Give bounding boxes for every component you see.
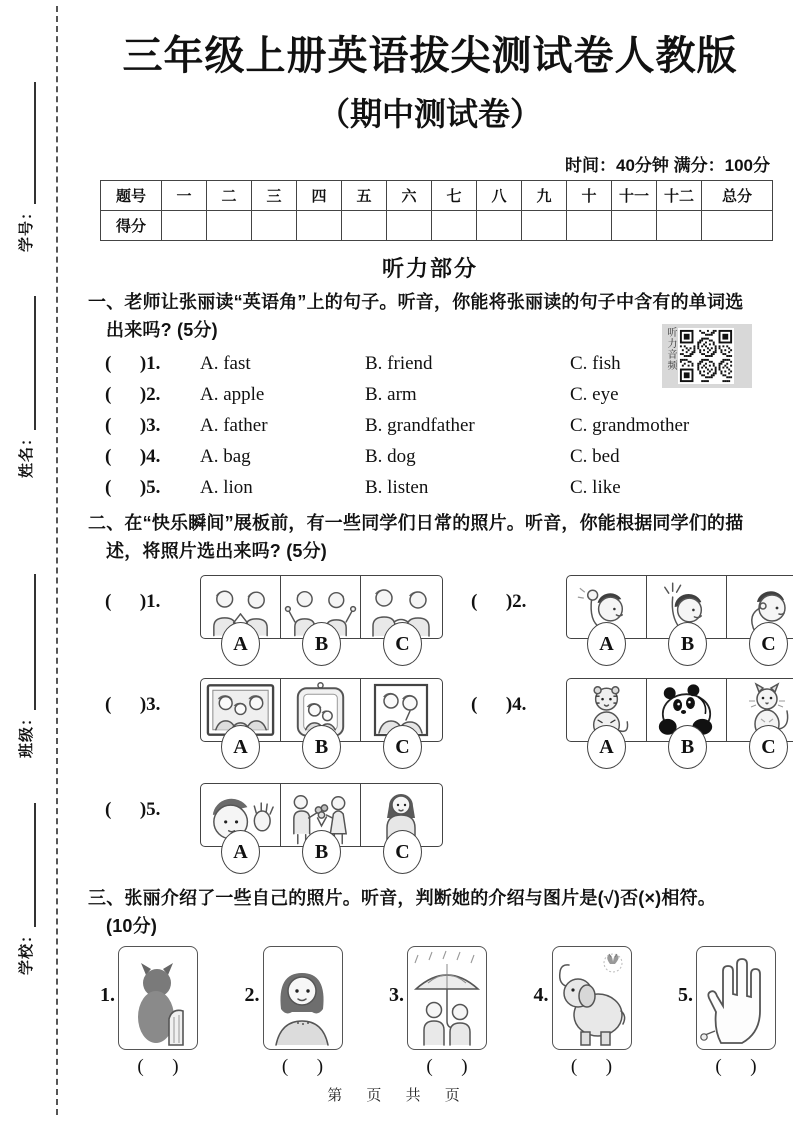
answer-paren: ( )1.: [105, 591, 161, 612]
option-c: C. grandmother: [570, 414, 690, 436]
option-c: C. fish: [570, 352, 621, 374]
score-table-cell: 六: [387, 181, 432, 211]
answer-paren: ( ): [570, 1056, 613, 1077]
name-label: 姓名：: [18, 429, 35, 478]
question-number: 1.: [100, 984, 115, 1006]
option-b: B. dog: [365, 445, 416, 467]
student-id-blank: [18, 82, 36, 204]
option-a: A. bag: [200, 445, 251, 467]
option-circles: [200, 830, 443, 874]
photo-question-4: [471, 678, 793, 769]
score-table-cell: [207, 211, 252, 241]
score-table-cell: 总分: [702, 181, 773, 211]
answer-paren: ( )2.: [471, 591, 527, 612]
paper-content: [88, 0, 776, 1078]
option-circle-a: A: [587, 725, 626, 769]
score-table-cell: 十二: [657, 181, 702, 211]
option-circle-b: B: [668, 622, 707, 666]
page-subtitle: （期中测试卷）: [317, 96, 542, 132]
photo-question-1: [105, 575, 443, 666]
page-title: 三年级上册英语拔尖测试卷人教版: [122, 34, 738, 78]
sidebar-field-name: [14, 296, 36, 478]
option-circle-c: C: [383, 725, 422, 769]
class-label: 班级：: [18, 709, 35, 758]
question-number: 2.: [244, 984, 260, 1006]
school-label: 学校：: [18, 926, 35, 975]
score-table-cell: [387, 211, 432, 241]
score-table-cell: [567, 211, 612, 241]
option-circle-c: C: [749, 622, 788, 666]
answer-paren: ( )5.: [105, 799, 161, 820]
score-table-cell: [252, 211, 297, 241]
option-a: A. father: [200, 414, 268, 436]
section-2: [88, 509, 776, 874]
elephant-icon: [552, 946, 632, 1050]
option-circle-a: A: [221, 725, 260, 769]
answer-paren: ( ): [137, 1056, 179, 1077]
class-blank: [18, 574, 36, 710]
page-footer: 第 页 共 页: [327, 1087, 466, 1104]
option-circle-b: B: [302, 622, 341, 666]
score-table: [100, 180, 773, 241]
score-table-cell: 七: [432, 181, 477, 211]
score-table-cell: [477, 211, 522, 241]
kids-under-umbrella-icon: [407, 946, 487, 1050]
option-circles: [566, 622, 793, 666]
option-circles: [200, 725, 443, 769]
score-table-cell: [702, 211, 773, 241]
option-circles: [566, 725, 793, 769]
score-table-cell: [162, 211, 207, 241]
section-3: [88, 884, 772, 1078]
option-b: B. arm: [365, 383, 417, 405]
name-blank: [18, 296, 36, 430]
option-circle-b: B: [302, 725, 341, 769]
section2-prompt-line1: 二、在“快乐瞬间”展板前，有一些同学们日常的照片。听音，你能根据同学们的描: [88, 513, 744, 533]
dashed-margin-line: [56, 6, 58, 1115]
section3-prompt: [88, 884, 772, 940]
question-number: 4.: [533, 984, 549, 1006]
girl-portrait-icon: [263, 946, 343, 1050]
judge-question-row: [100, 946, 776, 1078]
option-b: B. listen: [365, 476, 429, 498]
answer-paren: ( )4.: [471, 694, 527, 715]
option-c: C. like: [570, 476, 621, 498]
photo-question-row: [105, 783, 772, 874]
answer-paren: ( )2.: [105, 383, 161, 405]
judge-question-3: [389, 946, 487, 1078]
photo-question-2: [471, 575, 793, 666]
answer-paren: ( )5.: [105, 476, 161, 498]
sidebar-field-school: [14, 803, 36, 975]
answer-paren: ( )1.: [105, 352, 161, 374]
option-b: B. friend: [365, 352, 433, 374]
option-circle-c: C: [383, 830, 422, 874]
listening-section-heading: 听力部分: [381, 256, 478, 281]
qr-label: 听力音频: [665, 327, 676, 371]
section3-prompt-line2: (10分): [106, 916, 158, 936]
question-number: 5.: [678, 984, 693, 1006]
section-1: [88, 288, 772, 503]
time-score-info: 时间：40分钟 满分：100分: [565, 156, 770, 175]
score-table-cell: [612, 211, 657, 241]
option-circle-a: A: [221, 622, 260, 666]
answer-paren: ( ): [426, 1056, 468, 1077]
student-id-label: 学号：: [18, 203, 35, 252]
score-table-score-row: [101, 211, 773, 241]
score-table-cell: [432, 211, 477, 241]
judge-question-4: [534, 946, 632, 1078]
option-circle-a: A: [221, 830, 260, 874]
answer-paren: ( ): [715, 1056, 757, 1077]
score-table-cell: [522, 211, 567, 241]
section2-prompt: [88, 509, 772, 565]
section1-prompt-line1: 一、老师让张丽读“英语角”上的句子。听音，你能将张丽读的句子中含有的单词选: [88, 292, 744, 312]
score-table-cell: [342, 211, 387, 241]
answer-paren: ( ): [281, 1056, 324, 1077]
mc-question-row-3: [105, 410, 772, 441]
score-table-header-row: [101, 181, 773, 211]
option-a: A. fast: [200, 352, 251, 374]
photo-question-3: [105, 678, 443, 769]
score-table-cell: 得分: [101, 211, 162, 241]
photo-question-5: [105, 783, 443, 874]
score-table-cell: 二: [207, 181, 252, 211]
option-a: A. lion: [200, 476, 253, 498]
cat-being-petted-icon: [118, 946, 198, 1050]
score-table-cell: 八: [477, 181, 522, 211]
sidebar-field-student-id: [14, 82, 36, 252]
score-table-cell: 九: [522, 181, 567, 211]
school-blank: [18, 803, 36, 927]
sidebar-field-class: [14, 574, 36, 758]
score-table-cell: 一: [162, 181, 207, 211]
judge-question-1: [100, 946, 198, 1078]
mc-question-row-4: [105, 441, 772, 472]
score-table-cell: [297, 211, 342, 241]
score-table-cell: 十一: [612, 181, 657, 211]
score-table-cell: 十: [567, 181, 612, 211]
judge-question-2: [245, 946, 343, 1078]
score-table-cell: 五: [342, 181, 387, 211]
option-circle-c: C: [749, 725, 788, 769]
option-c: C. eye: [570, 383, 619, 405]
answer-paren: ( )3.: [105, 414, 161, 436]
option-b: B. grandfather: [365, 414, 475, 436]
score-table-cell: 题号: [101, 181, 162, 211]
section1-prompt-line2: 出来吗? (5分): [106, 320, 218, 340]
option-circle-a: A: [587, 622, 626, 666]
photo-question-row: [105, 575, 776, 666]
score-table-cell: 三: [252, 181, 297, 211]
section2-prompt-line2: 述，将照片选出来吗? (5分): [106, 541, 327, 561]
answer-paren: ( )4.: [105, 445, 161, 467]
option-a: A. apple: [200, 383, 265, 405]
score-table-cell: [657, 211, 702, 241]
listening-audio-qr: [662, 324, 752, 388]
judge-question-5: [678, 946, 776, 1078]
qr-code-icon: [678, 328, 734, 384]
open-hand-icon: [696, 946, 776, 1050]
option-circle-b: B: [668, 725, 707, 769]
option-circle-b: B: [302, 830, 341, 874]
mc-question-row-5: [105, 472, 772, 503]
option-c: C. bed: [570, 445, 620, 467]
photo-question-row: [105, 678, 776, 769]
score-table-cell: 四: [297, 181, 342, 211]
question-number: 3.: [389, 984, 404, 1006]
section3-prompt-line1: 三、张丽介绍了一些自己的照片。听音，判断她的介绍与图片是(√)否(×)相符。: [88, 888, 716, 908]
option-circle-c: C: [383, 622, 422, 666]
option-circles: [200, 622, 443, 666]
answer-paren: ( )3.: [105, 694, 161, 715]
